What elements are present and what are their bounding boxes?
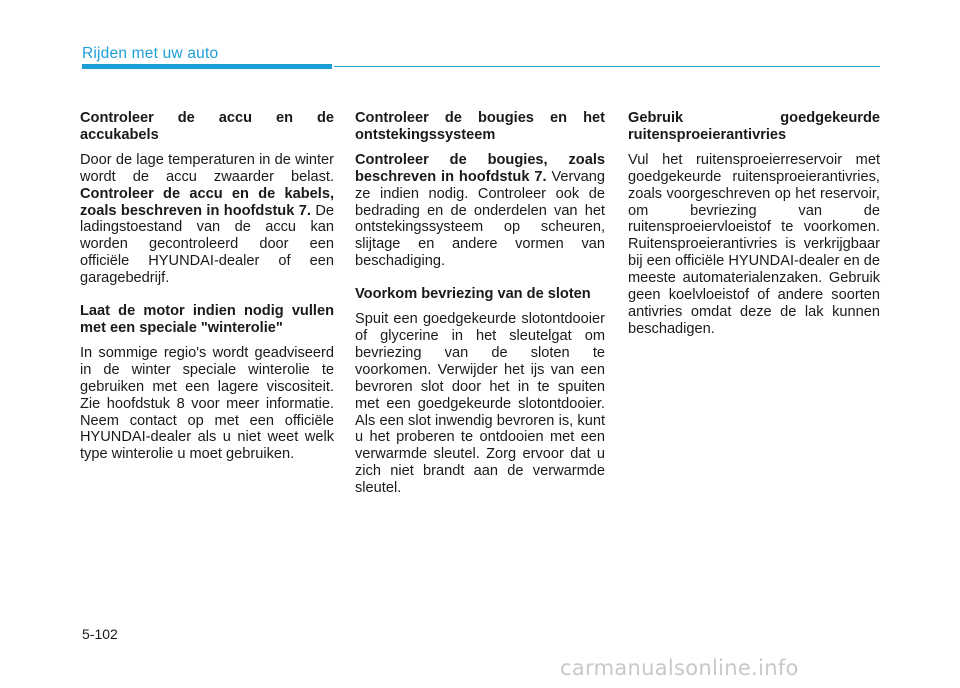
paragraph-accu: [80, 152, 334, 287]
section-header-title: Rijden met uw auto: [82, 45, 219, 62]
text-column-2: [355, 110, 605, 497]
paragraph-sloten: Spuit een goedgekeurde slotontdooier of glycerine in het sleutelgat om bevriezing van de sloten te voorkomen. Verwijder het ijs van een bevroren slot door het in te spuiten met een goedgekeurde slotontdooier. Als een slot inwendig bevroren is, kunt u het proberen te ontdooien met een verwarmde sleutel. Zorg ervoor dat u zich niet brandt aan de verwarmde sleutel.: [355, 311, 605, 497]
text-run: Vervang ze indien nodig. Controleer ook de bedrading en de onderdelen van het ontstekingssysteem op scheuren, slijtage en andere vormen van beschadiging.: [355, 168, 605, 270]
paragraph-antivries: Vul het ruitensproeierreservoir met goedgekeurde ruitensproeierantivries, zoals voorgeschreven op het reservoir, om bevriezing van de ruitensproeiervloeistof te voorkomen. Ruitensproeierantivries is verkrijgbaar bij een officiële HYUNDAI-dealer en de meeste automaterialenzaken. Gebruik geen koelvloeistof of andere soorten antivries omdat deze de lak kunnen beschadigen.: [628, 151, 881, 337]
text-run: Door de lage temperaturen in de winter wordt de accu zwaarder belast.: [80, 151, 334, 185]
bold-reference: Controleer de bougies, zoals beschreven in hoofdstuk 7.: [355, 151, 605, 185]
section-header-line: [334, 66, 880, 67]
heading-bougies: Controleer de bougies en het ontstekingssysteem: [355, 110, 605, 143]
section-header-bar: [82, 64, 332, 69]
heading-antivries: Gebruik goedgekeurde ruitensproeierantivries: [628, 110, 880, 143]
paragraph-winterolie: In sommige regio's wordt geadviseerd in de winter speciale winterolie te gebruiken met een lagere viscositeit. Zie hoofdstuk 8 voor meer informatie. Neem contact op met een officiële HYUNDAI-dealer als u niet weet welk type winterolie u moet gebruiken.: [80, 344, 334, 463]
text-run: De ladingstoestand van de accu kan worden gecontroleerd door een officiële HYUNDAI-dealer of een garagebedrijf.: [80, 202, 334, 287]
text-column-1: [80, 110, 334, 463]
heading-sloten: Voorkom bevriezing van de sloten: [355, 286, 591, 303]
heading-accu: Controleer de accu en de accukabels: [80, 110, 334, 143]
bold-reference: Controleer de accu en de kabels, zoals beschreven in hoofdstuk 7.: [80, 185, 334, 219]
page-number: 5-102: [82, 626, 118, 642]
paragraph-bougies: [355, 152, 605, 270]
watermark: carmanualsonline.info: [560, 656, 799, 680]
text-column-3: [628, 110, 880, 338]
heading-winterolie: Laat de motor indien nodig vullen met een speciale "winterolie": [80, 303, 334, 336]
